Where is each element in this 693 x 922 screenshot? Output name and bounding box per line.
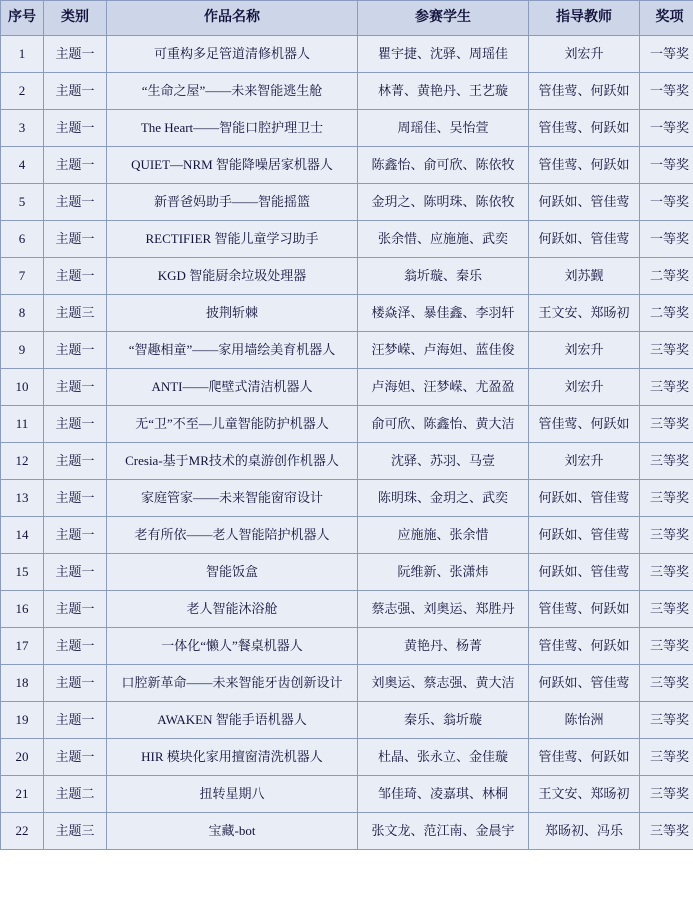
cell-students: 沈驿、苏羽、马壹: [358, 443, 529, 480]
cell-title: RECTIFIER 智能儿童学习助手: [107, 221, 358, 258]
column-header-award: 奖项: [640, 1, 693, 36]
cell-category: 主题一: [44, 184, 107, 221]
cell-students: 应施施、张余惜: [358, 517, 529, 554]
cell-award: 三等奖: [640, 739, 693, 776]
table-row: [1, 813, 693, 850]
cell-index: 12: [1, 443, 44, 480]
cell-award: 三等奖: [640, 813, 693, 850]
cell-award: 三等奖: [640, 628, 693, 665]
cell-students: 黄艳丹、杨菁: [358, 628, 529, 665]
cell-award: 二等奖: [640, 258, 693, 295]
table-header: [1, 1, 693, 36]
cell-category: 主题一: [44, 369, 107, 406]
column-header-index: 序号: [1, 1, 44, 36]
cell-teachers: 管佳莺、何跃如: [529, 739, 640, 776]
table-row: [1, 147, 693, 184]
cell-award: 三等奖: [640, 665, 693, 702]
cell-award: 三等奖: [640, 776, 693, 813]
cell-index: 13: [1, 480, 44, 517]
cell-teachers: 何跃如、管佳莺: [529, 554, 640, 591]
cell-title: 智能饭盒: [107, 554, 358, 591]
cell-title: 新晋爸妈助手——智能摇篮: [107, 184, 358, 221]
table-row: [1, 332, 693, 369]
table-row: [1, 739, 693, 776]
cell-students: 翁圻璇、秦乐: [358, 258, 529, 295]
table-row: [1, 591, 693, 628]
cell-index: 5: [1, 184, 44, 221]
cell-title: 可重构多足管道清修机器人: [107, 36, 358, 73]
cell-category: 主题一: [44, 591, 107, 628]
cell-teachers: 何跃如、管佳莺: [529, 184, 640, 221]
cell-category: 主题一: [44, 702, 107, 739]
cell-award: 三等奖: [640, 517, 693, 554]
cell-title: Cresia-基于MR技术的桌游创作机器人: [107, 443, 358, 480]
cell-index: 4: [1, 147, 44, 184]
cell-category: 主题一: [44, 665, 107, 702]
cell-title: “生命之屋”——未来智能逃生舱: [107, 73, 358, 110]
cell-award: 三等奖: [640, 480, 693, 517]
cell-teachers: 刘宏升: [529, 443, 640, 480]
cell-index: 21: [1, 776, 44, 813]
table-row: [1, 443, 693, 480]
cell-category: 主题一: [44, 258, 107, 295]
cell-category: 主题一: [44, 73, 107, 110]
cell-teachers: 陈怡洲: [529, 702, 640, 739]
cell-students: 汪梦嵘、卢海妲、蓝佳俊: [358, 332, 529, 369]
cell-category: 主题一: [44, 739, 107, 776]
cell-index: 10: [1, 369, 44, 406]
table-row: [1, 702, 693, 739]
cell-students: 张余惜、应施施、武奕: [358, 221, 529, 258]
cell-index: 11: [1, 406, 44, 443]
cell-teachers: 刘宏升: [529, 36, 640, 73]
table-row: [1, 73, 693, 110]
cell-index: 7: [1, 258, 44, 295]
cell-title: “智趣相童”——家用墙绘美育机器人: [107, 332, 358, 369]
cell-title: HIR 模块化家用擅窗清洗机器人: [107, 739, 358, 776]
table-row: [1, 295, 693, 332]
cell-category: 主题一: [44, 443, 107, 480]
cell-index: 14: [1, 517, 44, 554]
table-header-row: [1, 1, 693, 36]
cell-index: 15: [1, 554, 44, 591]
table-row: [1, 480, 693, 517]
cell-students: 秦乐、翁圻璇: [358, 702, 529, 739]
cell-students: 刘奥运、蔡志强、黄大洁: [358, 665, 529, 702]
cell-teachers: 王文安、郑旸初: [529, 295, 640, 332]
cell-title: 宝藏-bot: [107, 813, 358, 850]
cell-teachers: 管佳莺、何跃如: [529, 406, 640, 443]
cell-students: 陈鑫怡、俞可欣、陈依牧: [358, 147, 529, 184]
cell-students: 金玥之、陈明珠、陈依牧: [358, 184, 529, 221]
cell-title: AWAKEN 智能手语机器人: [107, 702, 358, 739]
cell-category: 主题一: [44, 406, 107, 443]
table-row: [1, 665, 693, 702]
cell-teachers: 何跃如、管佳莺: [529, 665, 640, 702]
cell-title: 口腔新革命——未来智能牙齿创新设计: [107, 665, 358, 702]
cell-category: 主题一: [44, 554, 107, 591]
cell-index: 2: [1, 73, 44, 110]
cell-title: 披荆斩棘: [107, 295, 358, 332]
cell-teachers: 刘宏升: [529, 332, 640, 369]
cell-students: 俞可欣、陈鑫怡、黄大洁: [358, 406, 529, 443]
cell-category: 主题一: [44, 147, 107, 184]
cell-teachers: 管佳莺、何跃如: [529, 110, 640, 147]
cell-title: 老人智能沐浴舱: [107, 591, 358, 628]
cell-index: 22: [1, 813, 44, 850]
cell-title: 家庭管家——未来智能窗帘设计: [107, 480, 358, 517]
cell-students: 邹佳琦、凌嘉琪、林桐: [358, 776, 529, 813]
cell-category: 主题三: [44, 295, 107, 332]
column-header-title: 作品名称: [107, 1, 358, 36]
cell-index: 19: [1, 702, 44, 739]
cell-index: 6: [1, 221, 44, 258]
cell-category: 主题一: [44, 517, 107, 554]
table-row: [1, 110, 693, 147]
cell-award: 一等奖: [640, 147, 693, 184]
cell-teachers: 刘苏觐: [529, 258, 640, 295]
table-row: [1, 628, 693, 665]
cell-award: 三等奖: [640, 406, 693, 443]
cell-teachers: 管佳莺、何跃如: [529, 628, 640, 665]
cell-teachers: 刘宏升: [529, 369, 640, 406]
cell-award: 一等奖: [640, 221, 693, 258]
cell-award: 二等奖: [640, 295, 693, 332]
table-row: [1, 184, 693, 221]
table-row: [1, 406, 693, 443]
cell-students: 楼焱泽、暴佳鑫、李羽轩: [358, 295, 529, 332]
cell-award: 一等奖: [640, 36, 693, 73]
cell-teachers: 王文安、郑旸初: [529, 776, 640, 813]
cell-title: KGD 智能厨余垃圾处理器: [107, 258, 358, 295]
table-row: [1, 517, 693, 554]
cell-students: 阮维新、张潇炜: [358, 554, 529, 591]
cell-category: 主题一: [44, 221, 107, 258]
table-body: [1, 36, 693, 850]
cell-index: 20: [1, 739, 44, 776]
cell-title: 无“卫”不至—儿童智能防护机器人: [107, 406, 358, 443]
cell-index: 16: [1, 591, 44, 628]
cell-students: 林菁、黄艳丹、王艺璇: [358, 73, 529, 110]
cell-title: 一体化“懒人”餐桌机器人: [107, 628, 358, 665]
cell-award: 一等奖: [640, 184, 693, 221]
table-row: [1, 369, 693, 406]
cell-title: 扭转星期八: [107, 776, 358, 813]
cell-award: 三等奖: [640, 369, 693, 406]
cell-students: 杜晶、张永立、金佳璇: [358, 739, 529, 776]
cell-category: 主题一: [44, 480, 107, 517]
table-row: [1, 221, 693, 258]
cell-title: The Heart——智能口腔护理卫士: [107, 110, 358, 147]
cell-teachers: 何跃如、管佳莺: [529, 517, 640, 554]
cell-students: 周瑶佳、吴怡萱: [358, 110, 529, 147]
cell-teachers: 管佳莺、何跃如: [529, 591, 640, 628]
cell-students: 卢海妲、汪梦嵘、尤盈盈: [358, 369, 529, 406]
column-header-teachers: 指导教师: [529, 1, 640, 36]
cell-teachers: 郑旸初、冯乐: [529, 813, 640, 850]
table-row: [1, 776, 693, 813]
cell-title: ANTI——爬壁式清洁机器人: [107, 369, 358, 406]
cell-title: QUIET—NRM 智能降噪居家机器人: [107, 147, 358, 184]
cell-award: 一等奖: [640, 110, 693, 147]
cell-category: 主题一: [44, 36, 107, 73]
cell-category: 主题一: [44, 628, 107, 665]
table-row: [1, 258, 693, 295]
cell-students: 陈明珠、金玥之、武奕: [358, 480, 529, 517]
cell-title: 老有所依——老人智能陪护机器人: [107, 517, 358, 554]
cell-index: 3: [1, 110, 44, 147]
cell-teachers: 何跃如、管佳莺: [529, 221, 640, 258]
column-header-category: 类别: [44, 1, 107, 36]
cell-students: 瞿宇捷、沈驿、周瑶佳: [358, 36, 529, 73]
cell-category: 主题三: [44, 813, 107, 850]
cell-award: 三等奖: [640, 702, 693, 739]
cell-index: 18: [1, 665, 44, 702]
cell-award: 三等奖: [640, 554, 693, 591]
cell-award: 一等奖: [640, 73, 693, 110]
cell-index: 8: [1, 295, 44, 332]
cell-index: 1: [1, 36, 44, 73]
cell-teachers: 管佳莺、何跃如: [529, 73, 640, 110]
cell-category: 主题一: [44, 110, 107, 147]
cell-teachers: 管佳莺、何跃如: [529, 147, 640, 184]
cell-students: 张文龙、范江南、金晨宇: [358, 813, 529, 850]
cell-award: 三等奖: [640, 443, 693, 480]
cell-category: 主题一: [44, 332, 107, 369]
column-header-students: 参赛学生: [358, 1, 529, 36]
cell-students: 蔡志强、刘奥运、郑胜丹: [358, 591, 529, 628]
cell-category: 主题二: [44, 776, 107, 813]
cell-award: 三等奖: [640, 332, 693, 369]
cell-index: 9: [1, 332, 44, 369]
cell-award: 三等奖: [640, 591, 693, 628]
cell-index: 17: [1, 628, 44, 665]
cell-teachers: 何跃如、管佳莺: [529, 480, 640, 517]
table-row: [1, 36, 693, 73]
table-row: [1, 554, 693, 591]
